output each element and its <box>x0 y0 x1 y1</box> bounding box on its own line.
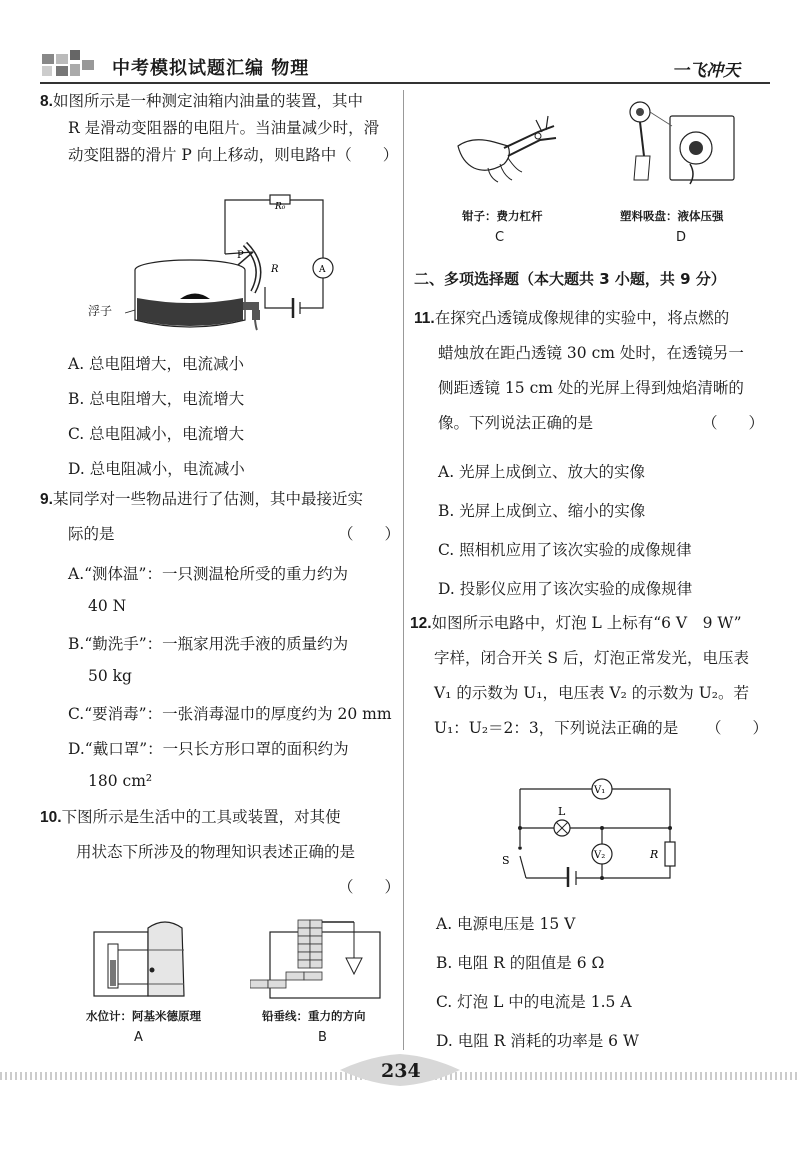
question-9: 9.某同学对一些物品进行了估测，其中最接近实 际的是 （ ） <box>40 490 400 543</box>
figure-a-letter: A <box>134 1030 143 1045</box>
question-8: 8.如图所示是一种测定油箱内油量的装置，其中 R 是滑动变阻器的电阻片。当油量减少时，滑 动变阻器的滑片 P 向上移动，则电路中（ ） <box>40 92 399 164</box>
q11-option-b: B. 光屏上成倒立、缩小的实像 <box>438 502 646 520</box>
q12-option-c: C. 灯泡 L 中的电流是 1.5 A <box>436 993 632 1011</box>
header-logo-blocks <box>40 46 100 82</box>
question-12: 12.如图所示电路中，灯泡 L 上标有“6 V 9 W” 字样，闭合开关 S 后，灯泡正常发光，电压表 V₁ 的示数为 U₁，电压表 V₂ 的示数为 U₂。若 U₁：U₂＝2：3，下列说法正确的是 （ ） <box>410 614 768 737</box>
answer-paren: （ ） <box>337 878 400 896</box>
question-11: 11.在探究凸透镜成像规律的实验中，将点燃的 蜡烛放在距凸透镜 30 cm 处时，在透镜另一 侧距透镜 15 cm 处的光屏上得到烛焰清晰的 像。下列说法正确的是 （ ） <box>414 309 764 432</box>
figure-c-caption: 钳子：费力杠杆 <box>462 209 543 223</box>
q8-options <box>68 352 245 492</box>
q12-option-b: B. 电阻 R 的阻值是 6 Ω <box>436 954 605 972</box>
v1-label: V₁ <box>594 785 606 796</box>
question-10: 10.下图所示是生活中的工具或装置，对其使 用状态下所涉及的物理知识表述正确的是 （ ） <box>40 808 400 896</box>
q8-option-d: D. 总电阻减小，电流减小 <box>68 460 245 478</box>
header-title: 中考模拟试题汇编 物理 <box>112 58 310 79</box>
figure-c-letter: C <box>495 230 505 245</box>
ammeter-label: A <box>319 265 326 275</box>
q9-option-b: B.“勤洗手”：一瓶家用洗手液的质量约为 <box>68 635 349 653</box>
oil-tank-figure <box>125 192 345 342</box>
header-brand: 一飞冲天 <box>672 61 740 81</box>
r0-label: R₀ <box>275 202 286 212</box>
q9-option-c: C.“要消毒”：一张消毒湿巾的厚度约为 20 mm <box>68 705 392 723</box>
q12-option-d: D. 电阻 R 消耗的功率是 6 W <box>436 1032 639 1050</box>
figure-b-plumb-line <box>250 910 385 1005</box>
figure-d-letter: D <box>676 230 687 245</box>
figure-a-caption: 水位计：阿基米德原理 <box>86 1009 201 1023</box>
resistor-label: R <box>650 848 659 861</box>
figure-c-pliers <box>448 112 568 197</box>
q11-option-a: A. 光屏上成倒立、放大的实像 <box>438 463 646 481</box>
q11-option-d: D. 投影仪应用了该次实验的成像规律 <box>438 580 693 598</box>
lamp-label: L <box>558 805 566 818</box>
float-label: 浮子 <box>88 304 113 318</box>
q11-options <box>438 460 692 616</box>
answer-paren: （ ） <box>705 719 768 737</box>
section-heading: 二、多项选择题（本大题共 3 小题，共 9 分） <box>414 270 726 288</box>
answer-paren: （ ） <box>337 525 400 543</box>
switch-label: S <box>502 854 510 867</box>
q12-option-a: A. 电源电压是 15 V <box>436 915 576 933</box>
q9-options: A.“测体温”：一只测温枪所受的重力约为 40 N B.“勤洗手”：一瓶家用洗手液的质量约为 50 kg C.“要消毒”：一张消毒湿巾的厚度约为 20 mm D.“戴口罩”：一只长方形口罩的面积约为 180 cm² <box>68 562 392 807</box>
question-number: 8. <box>40 93 53 110</box>
column-divider <box>403 90 404 1050</box>
q12-options <box>436 912 639 1068</box>
q8-option-c: C. 总电阻减小，电流增大 <box>68 425 245 443</box>
q11-option-c: C. 照相机应用了该次实验的成像规律 <box>438 541 692 559</box>
page-number: 234 <box>381 1060 421 1082</box>
q12-circuit-figure <box>496 772 696 887</box>
q8-option-b: B. 总电阻增大，电流增大 <box>68 390 245 408</box>
q9-option-a: A.“测体温”：一只测温枪所受的重力约为 <box>68 565 348 583</box>
answer-paren: （ ） <box>701 414 764 432</box>
q9-option-d: D.“戴口罩”：一只长方形口罩的面积约为 <box>68 740 349 758</box>
p-label: P <box>237 250 244 261</box>
figure-a-water-gauge <box>90 910 190 1005</box>
v2-label: V₂ <box>594 850 606 861</box>
figure-d-caption: 塑料吸盘：液体压强 <box>620 209 724 223</box>
figure-b-caption: 铅垂线：重力的方向 <box>262 1009 366 1023</box>
q8-option-a: A. 总电阻增大，电流减小 <box>68 355 245 373</box>
r-label: R <box>271 264 279 275</box>
figure-d-suction-cup <box>610 96 740 196</box>
figure-b-letter: B <box>318 1030 327 1045</box>
header-rule <box>40 82 770 84</box>
